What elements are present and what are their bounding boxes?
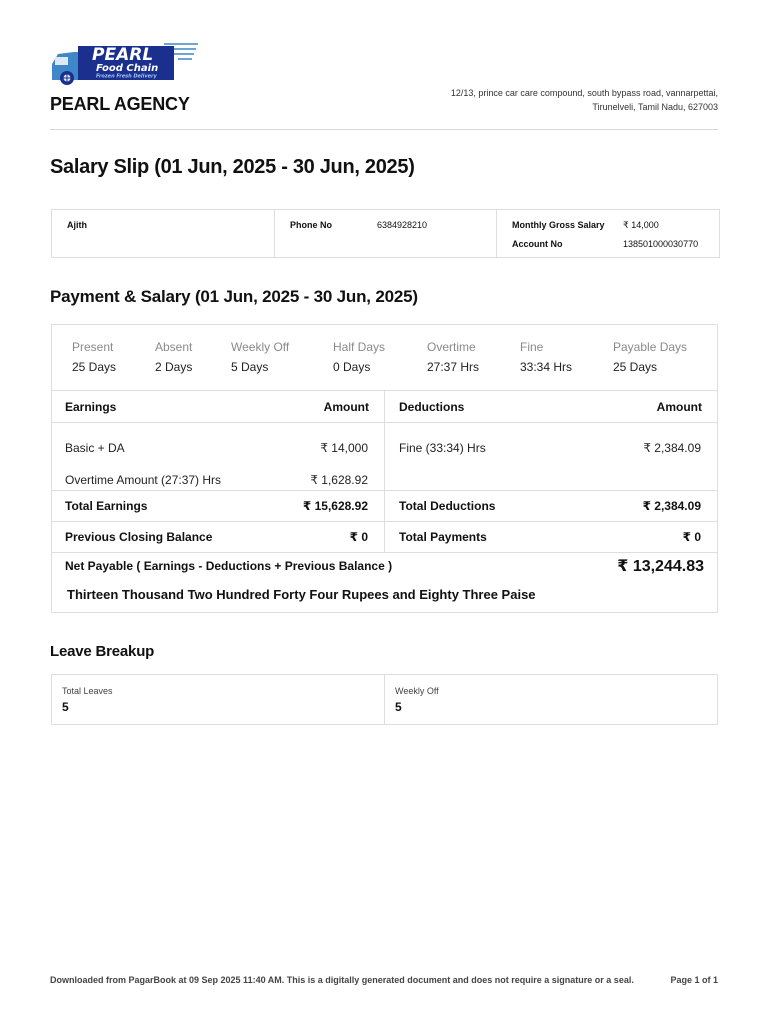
svg-text:Food Chain: Food Chain [96,63,159,74]
attendance-label: Half Days [333,340,386,354]
gross-salary-value: ₹ 14,000 [623,220,659,230]
attendance-present [72,340,116,374]
earning-label: Basic + DA [65,441,125,455]
total-leaves-value: 5 [62,700,69,714]
earning-amount: ₹ 1,628.92 [310,473,368,487]
attendance-value: 2 Days [155,360,193,374]
attendance-label: Overtime [427,340,476,354]
previous-balance-label: Previous Closing Balance [65,530,213,544]
pearl-food-chain-logo-icon [50,40,200,86]
agency-name: PEARL AGENCY [50,94,190,114]
weekly-off-value: 5 [395,700,402,714]
attendance-value: 25 Days [613,360,658,374]
deductions-column [385,391,717,490]
weekly-off-cell [385,675,717,724]
attendance-value: 33:34 Hrs [520,360,573,374]
payment-box [51,324,718,613]
attendance-weekly-off [231,340,289,374]
svg-text:Frozen Fresh Delivery: Frozen Fresh Delivery [96,73,157,80]
page-number: Page 1 of 1 [670,975,718,985]
attendance-overtime [427,340,479,374]
leave-section-title: Leave Breakup [50,643,155,660]
totals-row [52,490,717,521]
total-deductions-cell [385,491,717,522]
net-payable-row [52,552,717,612]
total-earnings-value: ₹ 15,628.92 [302,499,368,513]
earnings-header-row [52,391,384,423]
attendance-label: Present [72,340,114,354]
total-payments-cell [385,522,717,553]
employee-salary-cell [497,210,719,257]
gross-salary-label: Monthly Gross Salary [512,220,605,230]
employee-info-box [51,209,720,258]
employee-name-cell [52,210,275,257]
net-payable-in-words: Thirteen Thousand Two Hundred Forty Four Rupees and Eighty Three Paise [67,587,536,602]
net-payable-value: ₹ 13,244.83 [617,558,704,575]
payment-section-title: Payment & Salary (01 Jun, 2025 - 30 Jun, 2025) [50,287,418,306]
attendance-value: 25 Days [72,360,117,374]
attendance-absent [155,340,192,374]
deductions-amount-header: Amount [656,400,702,414]
attendance-label: Payable Days [613,340,688,354]
weekly-off-label: Weekly Off [395,686,439,696]
total-payments-value: ₹ 0 [682,530,701,544]
phone-value: 6384928210 [377,220,428,230]
employee-phone-cell [275,210,497,257]
earnings-header: Earnings [65,400,117,414]
net-payable-label: Net Payable ( Earnings - Deductions + Previous Balance ) [65,559,393,573]
deduction-label: Fine (33:34) Hrs [399,441,486,455]
earning-amount: ₹ 14,000 [320,441,368,455]
attendance-payable-days [613,340,687,374]
attendance-label: Fine [520,340,544,354]
attendance-half-days [333,340,385,374]
employee-name: Ajith [67,220,87,230]
total-deductions-value: ₹ 2,384.09 [642,499,701,513]
total-leaves-cell [52,675,385,724]
earnings-column [52,391,385,490]
agency-address [388,86,718,114]
total-payments-label: Total Payments [399,530,487,544]
attendance-value: 5 Days [231,360,269,374]
account-label: Account No [512,239,563,249]
salary-slip-title: Salary Slip (01 Jun, 2025 - 30 Jun, 2025) [50,156,415,178]
attendance-summary [52,325,717,391]
attendance-value: 0 Days [333,360,371,374]
earnings-amount-header: Amount [323,400,369,414]
earning-label: Overtime Amount (27:37) Hrs [65,473,222,487]
deduction-amount: ₹ 2,384.09 [643,441,701,455]
total-deductions-label: Total Deductions [399,499,496,513]
attendance-value: 27:37 Hrs [427,360,480,374]
previous-balance-value: ₹ 0 [349,530,368,544]
total-earnings-label: Total Earnings [65,499,148,513]
attendance-label: Weekly Off [231,340,290,354]
leave-breakup-box [51,674,718,725]
svg-text:PEARL: PEARL [92,45,154,65]
total-leaves-label: Total Leaves [62,686,113,696]
footer-note: Downloaded from PagarBook at 09 Sep 2025 11:40 AM. This is a digitally generated document and does not require a signature or a seal. [50,975,634,985]
address-line-1: 12/13, prince car care compound, south bypass road, vannarpettai, [450,88,718,98]
document-header [50,40,718,130]
balance-row [52,521,717,552]
phone-label: Phone No [290,220,332,230]
attendance-label: Absent [155,340,193,354]
attendance-fine [520,340,572,374]
deductions-header: Deductions [399,400,465,414]
address-line-2: Tirunelveli, Tamil Nadu, 627003 [592,102,718,112]
deductions-header-row [385,391,717,423]
total-earnings-cell [52,491,385,522]
previous-balance-cell [52,522,385,553]
account-value: 138501000030770 [623,239,699,249]
